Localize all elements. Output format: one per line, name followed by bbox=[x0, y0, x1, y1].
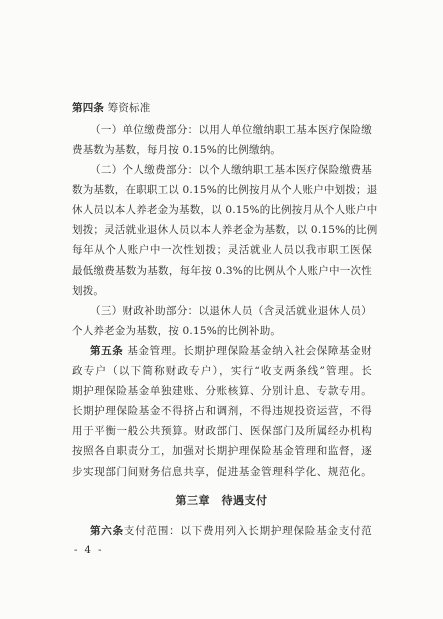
article-4-heading bbox=[72, 101, 372, 115]
article-4-title: 筹资标准 bbox=[107, 102, 151, 114]
article-5-line-7: 步实现部门间财务信息共享，促进基金管理科学化、规范化。 bbox=[72, 466, 372, 478]
article-4-number: 第四条 bbox=[72, 102, 105, 114]
item-1-line-1: （一）单位缴费部分：以用人单位缴纳职工基本医疗保险缴 bbox=[90, 124, 372, 136]
item-3-line-2: 个人养老金为基数，按 0.15%的比例补助。 bbox=[72, 325, 282, 337]
item-2-line-3: 休人员以本人养老金为基数，以 0.15%的比例按月从个人账户中 bbox=[72, 204, 378, 216]
article-5-first-line-text: 基金管理。长期护理保险基金纳入社会保障基金财 bbox=[127, 345, 372, 357]
article-5-line-2: 政专户（以下简称财政专户），实行“收支两条线”管理。长 bbox=[72, 365, 372, 377]
page-number: - 4 - bbox=[74, 545, 104, 556]
chapter-3-title: 第三章 待遇支付 bbox=[175, 494, 268, 507]
item-2-line-2: 数为基数，在职职工以 0.15%的比例按月从个人账户中划拨；退 bbox=[72, 184, 378, 196]
item-2-line-5: 每年从个人账户中一次性划拨；灵活就业人员以我市职工医保 bbox=[72, 244, 372, 256]
item-2-line-7: 划拨。 bbox=[72, 285, 105, 297]
article-5-line-1 bbox=[90, 344, 372, 358]
article-5-line-3: 期护理保险基金单独建账、分账核算、分别计息、专款专用。 bbox=[72, 385, 372, 397]
article-5-line-6: 按照各自职责分工，加强对长期护理保险基金管理和监督，逐 bbox=[72, 445, 372, 457]
item-2-line-1: （二）个人缴费部分：以个人缴纳职工基本医疗保险缴费基 bbox=[90, 164, 372, 176]
article-6-line-1 bbox=[90, 524, 372, 538]
article-5-line-4: 长期护理保险基金不得挤占和调剂，不得违规投资运营，不得 bbox=[72, 405, 372, 417]
article-6-first-line-text: 支付范围：以下费用列入长期护理保险基金支付范 bbox=[123, 525, 372, 537]
article-5-line-5: 用于平衡一般公共预算。财政部门、医保部门及所属经办机构 bbox=[72, 425, 372, 437]
item-1-line-2: 费基数为基数，每月按 0.15%的比例缴纳。 bbox=[72, 144, 282, 156]
article-6-number: 第六条 bbox=[90, 525, 124, 537]
item-3-line-1: （三）财政补助部分：以退休人员（含灵活就业退休人员） bbox=[90, 305, 372, 317]
article-5-number: 第五条 bbox=[90, 345, 124, 357]
item-2-line-4: 划拨；灵活就业退休人员以本人养老金为基数，以 0.15%的比例 bbox=[72, 224, 378, 236]
item-2-line-6: 最低缴费基数为基数，每年按 0.3%的比例从个人账户中一次性 bbox=[72, 265, 372, 277]
